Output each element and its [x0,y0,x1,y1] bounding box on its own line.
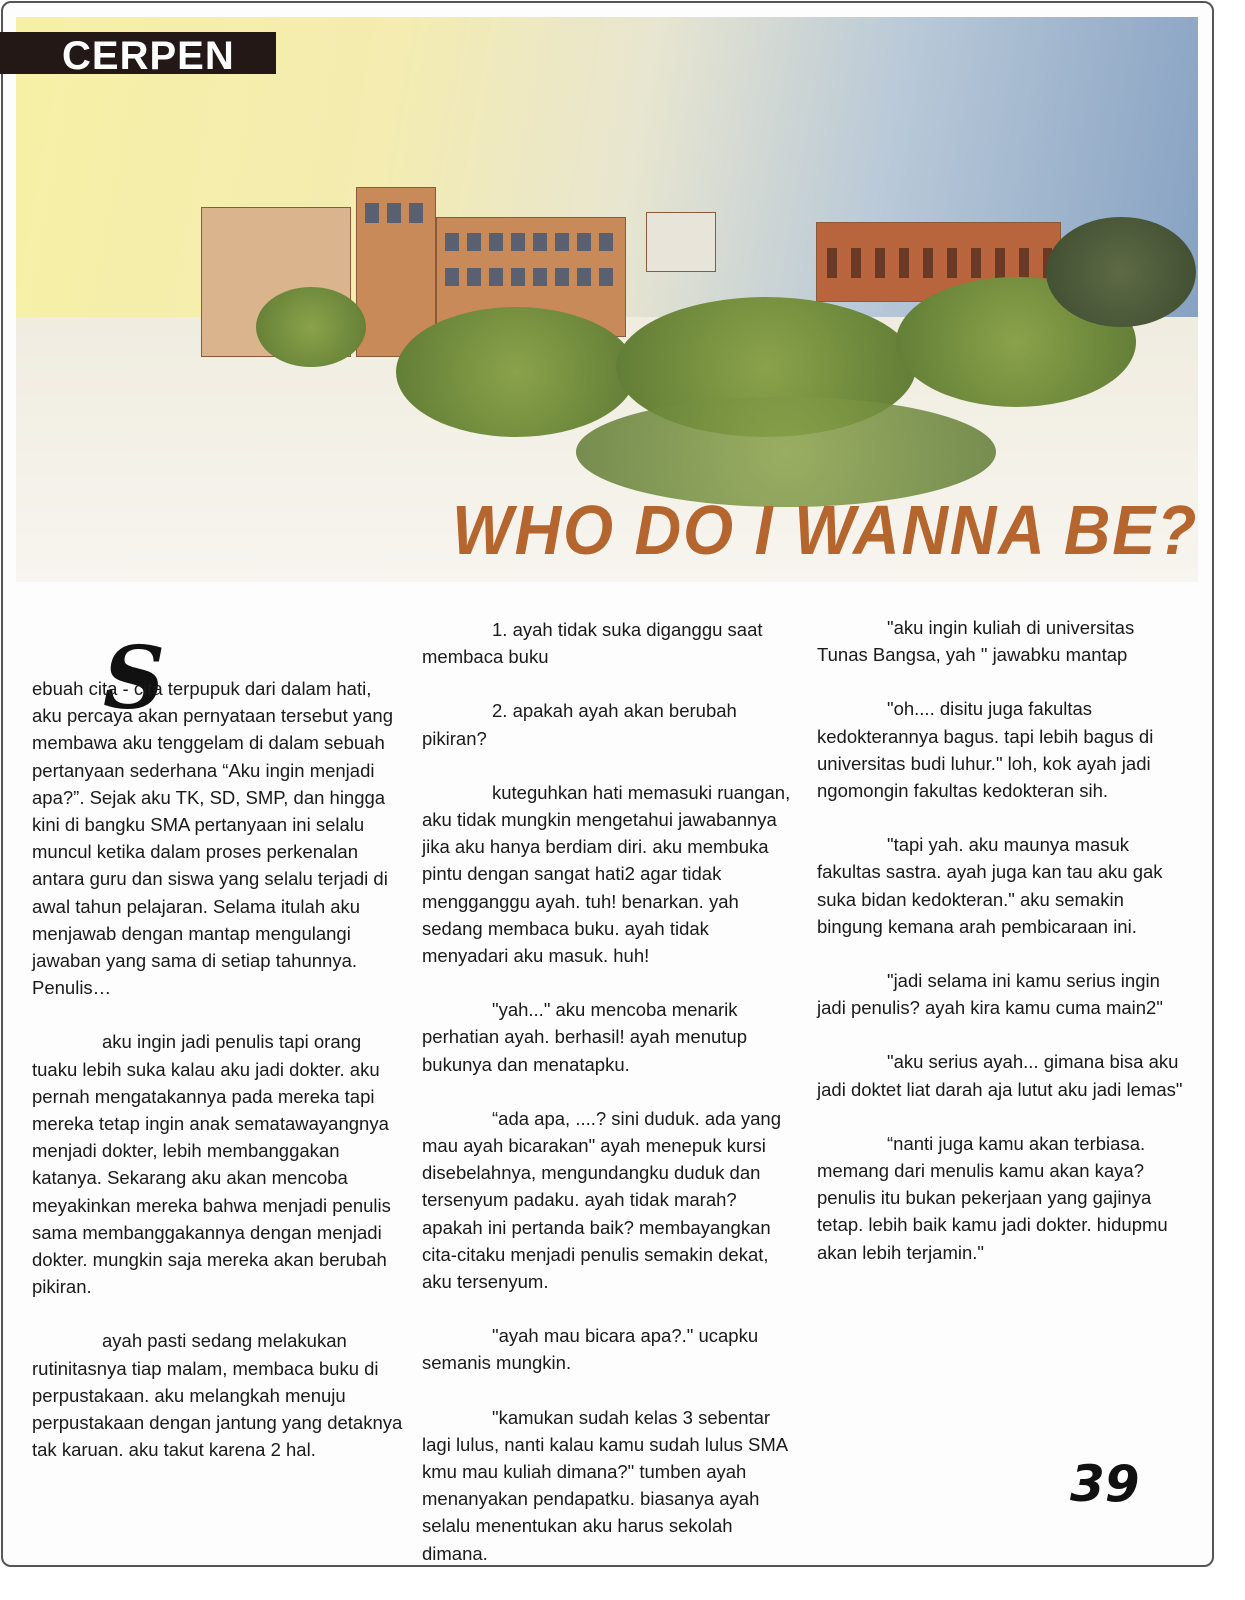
tree [396,307,636,437]
paragraph: "tapi yah. aku maunya masuk fakultas sastra. ayah juga kan tau aku gak suka bidan kedokteran." aku semakin bingung kemana arah pembicaraan ini. [817,834,1163,937]
paragraph: "yah..." aku mencoba menarik perhatian ayah. berhasil! ayah menutup bukunya dan menatapku. [422,999,747,1075]
column-2 [422,616,794,1594]
paragraph: "aku ingin kuliah di universitas Tunas Bangsa, yah " jawabku mantap [817,617,1135,666]
paragraph: “nanti juga kamu akan terbiasa. memang dari menulis kamu akan kaya? penulis itu bukan pekerjaan yang gajinya tetap. lebih baik kamu jadi dokter. hidupmu akan lebih terjamin." [817,1132,1168,1263]
paragraph: "aku serius ayah... gimana bisa aku jadi doktet liat darah aja lutut aku jadi lemas" [817,1051,1183,1100]
paragraph: aku ingin jadi penulis tapi orang tuaku lebih suka kalau aku jadi dokter. aku pernah mengatakannya pada mereka tapi mereka tetap ingin anak sematawayangnya menjadi dokter, lebih membanggakan katanya. Sekarang aku akan mencoba meyakinkan mereka bahwa menjadi penulis sama membanggakannya dengan menjadi dokter. mungkin saja mereka akan berubah pikiran. [32,1031,391,1298]
column-1 [32,678,404,1490]
section-label: CERPEN [0,32,276,74]
column-3 [817,614,1189,1293]
paragraph: 2. apakah ayah akan berubah pikiran? [422,700,737,749]
tree [256,287,366,367]
paragraph: "jadi selama ini kamu serius ingin jadi penulis? ayah kira kamu cuma main2" [817,970,1163,1019]
paragraph: "ayah mau bicara apa?." ucapku semanis mungkin. [422,1325,759,1374]
drop-cap: S [103,628,166,729]
paragraph: “ada apa, ....? sini duduk. ada yang mau ayah bicarakan" ayah menepuk kursi disebelahnya, mengundangku duduk dan tersenyum padaku. ayah tidak marah? apakah ini pertanda baik? membayangkan cita-citaku menjadi penulis semakin dekat, aku tersenyum. [422,1107,782,1293]
paragraph: kuteguhkan hati memasuki ruangan, aku tidak mungkin mengetahui jawabannya jika aku hanya berdiam diri. aku membuka pintu dengan sangat hati2 agar tidak mengganggu ayah. tuh! benarkan. yah sedang membaca buku. ayah tidak menyadari aku masuk. huh! [422,781,791,967]
paragraph: 1. ayah tidak suka diganggu saat membaca buku [422,619,763,668]
tree [1046,217,1196,327]
story-title: WHO DO I WANNA BE? [452,491,1199,569]
page-number: 39 [1070,1455,1140,1513]
paragraph: ayah pasti sedang melakukan rutinitasnya tiap malam, membaca buku di perpustakaan. aku melangkah menuju perpustakaan dengan jantung yang detaknya tak karuan. aku takut karena 2 hal. [32,1330,403,1461]
paragraph: ebuah cita - cita terpupuk dari dalam hati, aku percaya akan pernyataan tersebut yang membawa aku tenggelam di dalam sebuah pertanyaan sederhana “Aku ingin menjadi apa?”. Sejak aku TK, SD, SMP, dan hingga kini di bangku SMA pertanyaan ini selalu muncul ketika dalam proses perkenalan antara guru dan siswa yang selalu terjadi di awal tahun pelajaran. Selama itulah aku menjawab dengan mantap mengulangi jawaban yang sama di setiap tahunnya. Penulis… [32,678,393,999]
paragraph: "kamukan sudah kelas 3 sebentar lagi lulus, nanti kalau kamu sudah lulus SMA kmu mau kuliah dimana?" tumben ayah menanyakan pendapatku. biasanya ayah selalu menentukan aku harus sekolah dimana. [422,1406,788,1564]
paragraph: "oh.... disitu juga fakultas kedokterannya bagus. tapi lebih bagus di universitas budi luhur." loh, kok ayah jadi ngomongin fakultas kedokteran sih. [817,698,1154,802]
building [646,212,716,272]
